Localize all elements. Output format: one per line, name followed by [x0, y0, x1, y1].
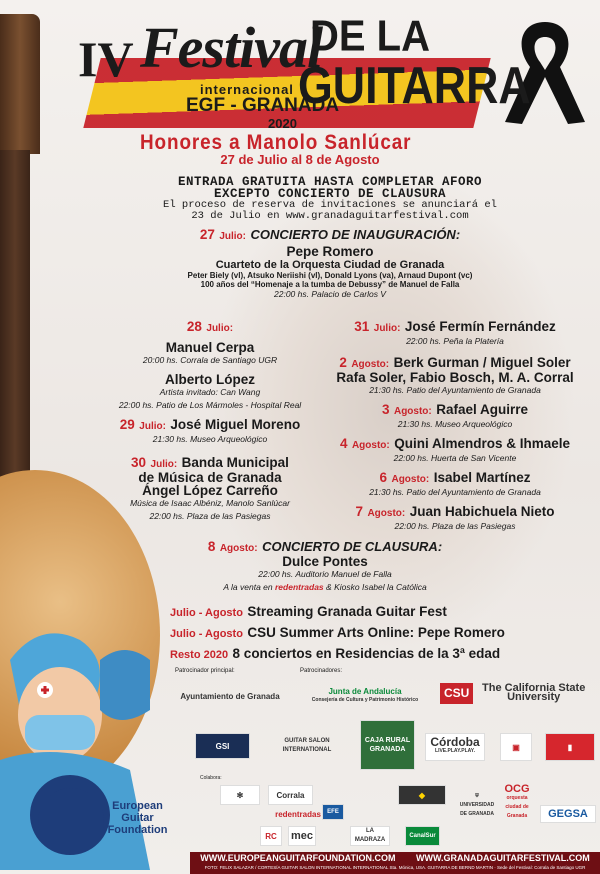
internacional-label: internacional — [200, 82, 294, 97]
ugr-logo: ⛨ UNIVERSIDAD DE GRANADA — [459, 792, 495, 817]
alhambra-logo: ▣ — [500, 733, 532, 761]
redentradas-logo: redentradas — [275, 809, 321, 819]
egf-logo-icon — [38, 788, 104, 854]
collaborators-label: Colabora: — [200, 775, 222, 781]
efe-logo: EFE — [322, 804, 344, 820]
footer-credits: FOTO: FELIX SALAZAR / CORTESÍA GUITAR SALON INTERNATIONAL INTERNATIONAL Sta. Mónica, USA. GUITARRA DE BERND MARTIN · Sede del Festival: Corrala de Santiago UGR — [204, 865, 586, 870]
left-program: 28 Julio: Manuel Cerpa 20:00 hs. Corrala de Santiago UGR Alberto López Artista invitado: Can Wang 22:00 hs. Patio de Los Mármoles - Hospital Real 29 Julio: José Miguel Moreno 21:30 hs. Museo Arqueológico 30 Julio: Banda Municipal de Música de Granada Ángel López Carreño Música de Isaac Albéniz, Manolo Sanlúcar 22:00 hs. Plaza de las Pasiegas — [118, 319, 302, 521]
ocg-logo: OCG orquesta ciudad de Granada — [504, 783, 530, 819]
festival-dates: 27 de Julio al 8 de Agosto — [220, 152, 380, 167]
inaugural-concert: 27 Julio: CONCIERTO DE INAUGURACIÓN: Pepe Romero Cuarteto de la Orquesta Ciudad de Granada Peter Biely (vl), Atsuko Neriishi (vl), Donald Lyons (va), Arnaud Dupont (vc) 100 años del “Homenaje a la tumba de Debussy” de Manuel de Falla 22:00 hs. Palacio de Carlos V — [187, 227, 473, 299]
cordoba-logo: Córdoba LIVE.PLAY.PLAY. — [425, 733, 485, 761]
gegsa-logo: GEGSA — [540, 805, 596, 823]
guitar-salon-logo: GUITAR SALON INTERNATIONAL — [282, 738, 332, 753]
right-program: 31 Julio: José Fermín Fernández 22:00 hs. Peña la Platería 2 Agosto: Berk Gurman / Miguel Soler Rafa Soler, Fabio Bosch, M. A. Corral 21:30 hs. Patio del Ayuntamiento de Granada 3 Agosto: Rafael Aguirre 21:30 hs. Museo Arqueológico 4 Agosto: Quini Almendros & Ihmaele 22:00 hs. Huerta de San Vicente 6 Agosto: Isabel Martínez 21:30 hs. Patio del Ayuntamiento de Granada 7 Agosto: Juan Habichuela Nieto 22:00 hs. Plaza de las Pasiegas — [336, 319, 574, 531]
egf-name: European Guitar Foundation — [107, 800, 168, 836]
mec-logo: mec — [288, 826, 316, 846]
canalsur-logo: CanalSur — [405, 826, 440, 846]
caja-rural-logo: CAJA RURAL GRANADA — [360, 720, 415, 770]
title-guitarra: GUITARRA — [298, 57, 531, 115]
sponsors-label: Patrocinadores: — [300, 668, 343, 674]
principal-sponsor-label: Patrocinador principal: — [175, 668, 235, 674]
year-label: 2020 — [268, 116, 297, 131]
footer-bar — [190, 852, 600, 874]
closing-concert: 8 Agosto: CONCIERTO DE CLAUSURA: Dulce Pontes 22:00 hs. Auditorio Manuel de Falla A la venta en redentradas & Kiosko Isabel la Católica — [207, 539, 443, 592]
admission-info: ENTRADA GRATUITA HASTA COMPLETAR AFORO EXCEPTO CONCIERTO DE CLAUSURA — [177, 175, 483, 201]
footer-link-egf[interactable]: WWW.EUROPEANGUITARFOUNDATION.COM — [200, 853, 396, 863]
extras-list: Julio - Agosto Streaming Granada Guitar Fest Julio - Agosto CSU Summer Arts Online: Pepe Romero Resto 2020 8 conciertos en Residencias de la 3ª edad — [170, 604, 505, 661]
festival-title: Festival — [140, 15, 323, 80]
venue-logo: ◆ — [398, 785, 446, 805]
corrala-logo: Corrala — [268, 785, 313, 805]
footer-link-festival[interactable]: WWW.GRANADAGUITARFESTIVAL.COM — [416, 853, 590, 863]
honores-title: Honores a Manolo Sanlúcar — [140, 131, 412, 154]
reservation-info: El proceso de reserva de invitaciones se anunciará el 23 de Julio en www.granadaguitarfestival.com — [163, 199, 497, 222]
junta-logo: Junta de Andalucía Consejería de Cultura y Patrimonio Histórico — [311, 687, 419, 703]
guitar-headstock — [0, 14, 40, 154]
title-de-la: DE LA — [310, 11, 430, 61]
madraza-logo: LA MADRAZA — [350, 826, 390, 846]
rc-logo: RC — [260, 826, 282, 846]
gsi-logo: GSI — [195, 733, 250, 759]
egf-granada-label: EGF - GRANADA — [186, 95, 340, 116]
institution-logo: ▮ — [545, 733, 595, 761]
csu-logo: CSU The California State University — [440, 678, 590, 708]
sierra-logo: ✻ — [220, 785, 260, 805]
ayuntamiento-logo: Ayuntamiento de Granada — [180, 691, 280, 701]
guitar-neck — [0, 150, 30, 510]
edition-number: IV — [78, 31, 134, 87]
